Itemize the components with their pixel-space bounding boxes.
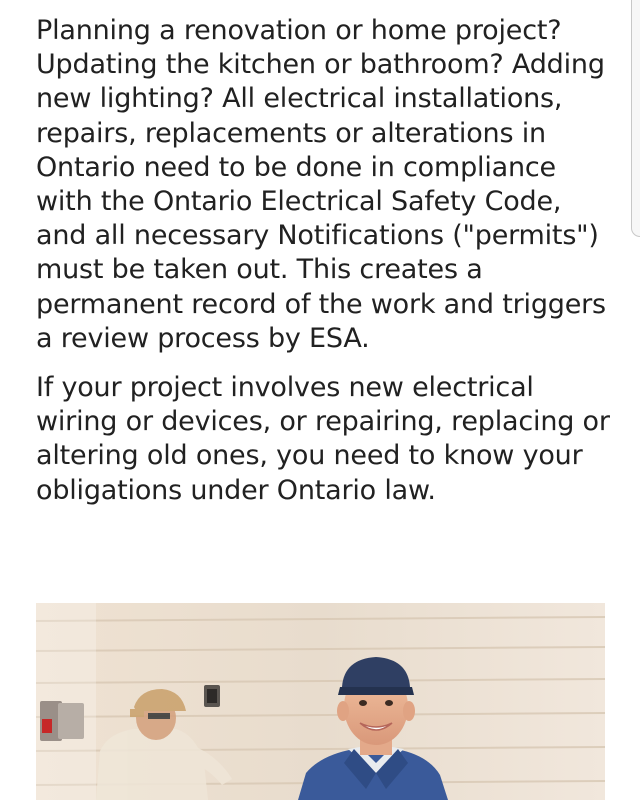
- article-body: [36, 14, 616, 508]
- electricians-photo: [36, 603, 605, 800]
- electricians-illustration: [36, 603, 605, 800]
- scroll-indicator[interactable]: [631, 0, 640, 237]
- article-paragraph-2: If your project involves new electrical wiring or devices, or repairing, replacing or altering old ones, you need to know your obligations under Ontario law.: [36, 372, 610, 506]
- article-paragraph-1: Planning a renovation or home project? Updating the kitchen or bathroom? Adding new lighting? All electrical installations, repairs, replacements or alterations in Ontario need to be done in compliance with the Ontario Electrical Safety Code, and all necessary Notifications ("permits") must be taken out. This creates a permanent record of the work and triggers a review process by ESA.: [36, 15, 606, 354]
